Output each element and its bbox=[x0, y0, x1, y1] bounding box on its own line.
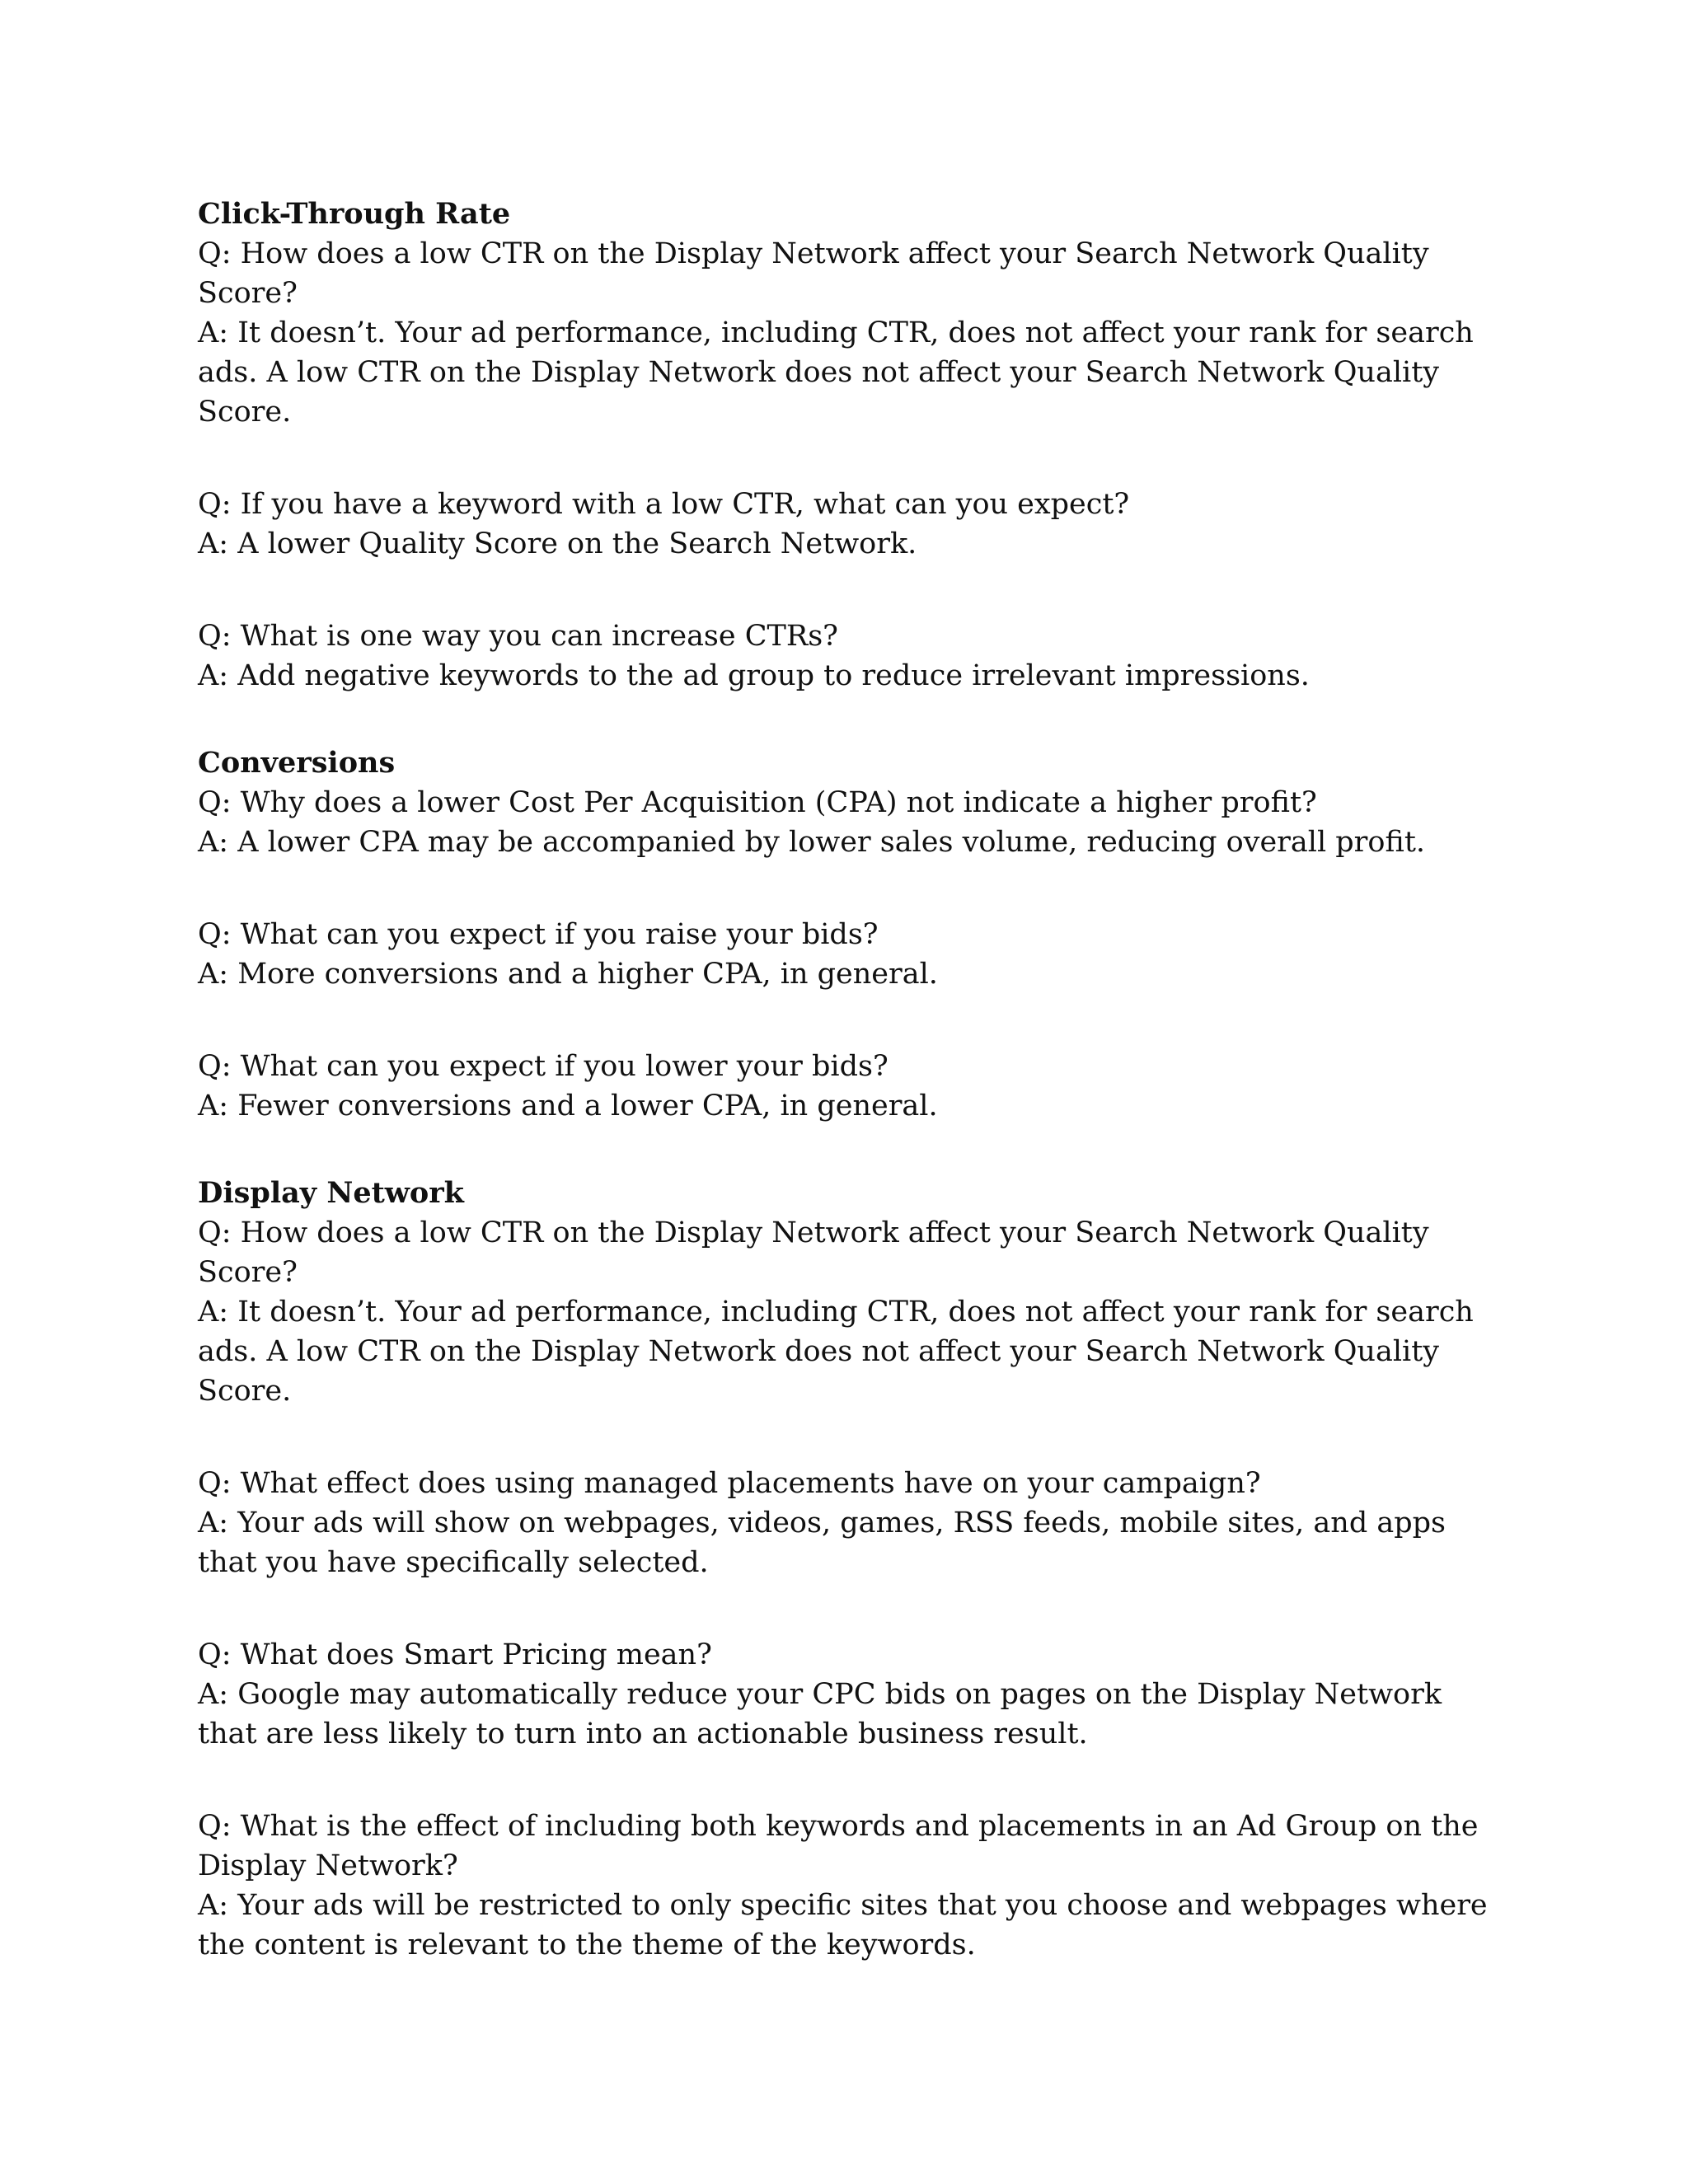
qa-item bbox=[198, 1213, 1500, 1411]
question-text: Q: What is the effect of including both keywords and placements in an Ad Group on the Display Network? bbox=[198, 1810, 1479, 1882]
answer-text: A: Fewer conversions and a lower CPA, in general. bbox=[198, 1090, 938, 1122]
qa-item bbox=[198, 485, 1500, 564]
qa-item bbox=[198, 1464, 1500, 1582]
document-page bbox=[198, 194, 1500, 1965]
question-text: Q: What does Smart Pricing mean? bbox=[198, 1638, 712, 1671]
answer-text: A: Your ads will show on webpages, videos, games, RSS feeds, mobile sites, and apps that you have specifically selected. bbox=[198, 1507, 1447, 1579]
qa-item bbox=[198, 1047, 1500, 1126]
question-text: Q: If you have a keyword with a low CTR, what can you expect? bbox=[198, 488, 1130, 521]
qa-item bbox=[198, 1635, 1500, 1754]
qa-item bbox=[198, 234, 1500, 432]
answer-text: A: It doesn’t. Your ad performance, including CTR, does not affect your rank for search ads. A low CTR on the Display Network does not affect your Search Network Quality Score. bbox=[198, 316, 1474, 429]
answer-text: A: Add negative keywords to the ad group to reduce irrelevant impressions. bbox=[198, 659, 1310, 692]
question-text: Q: What effect does using managed placements have on your campaign? bbox=[198, 1467, 1261, 1500]
question-text: Q: What can you expect if you raise your bids? bbox=[198, 918, 879, 951]
section-heading-display-network: Display Network bbox=[198, 1176, 464, 1210]
answer-text: A: More conversions and a higher CPA, in general. bbox=[198, 958, 938, 991]
answer-text: A: Your ads will be restricted to only specific sites that you choose and webpages where the content is relevant to the theme of the keywords. bbox=[198, 1889, 1488, 1961]
answer-text: A: A lower CPA may be accompanied by lower sales volume, reducing overall profit. bbox=[198, 826, 1426, 859]
section-heading-click-through-rate: Click-Through Rate bbox=[198, 197, 511, 231]
section-heading-conversions: Conversions bbox=[198, 746, 396, 780]
answer-text: A: Google may automatically reduce your CPC bids on pages on the Display Network that are less likely to turn into an actionable business result. bbox=[198, 1678, 1442, 1750]
question-text: Q: Why does a lower Cost Per Acquisition (CPA) not indicate a higher profit? bbox=[198, 786, 1317, 819]
answer-text: A: It doesn’t. Your ad performance, including CTR, does not affect your rank for search ads. A low CTR on the Display Network does not affect your Search Network Quality Score. bbox=[198, 1296, 1474, 1408]
qa-item bbox=[198, 915, 1500, 994]
question-text: Q: How does a low CTR on the Display Network affect your Search Network Quality Score? bbox=[198, 237, 1429, 310]
qa-item bbox=[198, 1807, 1500, 1965]
question-text: Q: What can you expect if you lower your bids? bbox=[198, 1050, 889, 1083]
question-text: Q: What is one way you can increase CTRs? bbox=[198, 620, 838, 653]
answer-text: A: A lower Quality Score on the Search Network. bbox=[198, 527, 917, 560]
qa-item bbox=[198, 616, 1500, 696]
qa-item bbox=[198, 783, 1500, 862]
question-text: Q: How does a low CTR on the Display Network affect your Search Network Quality Score? bbox=[198, 1216, 1429, 1289]
